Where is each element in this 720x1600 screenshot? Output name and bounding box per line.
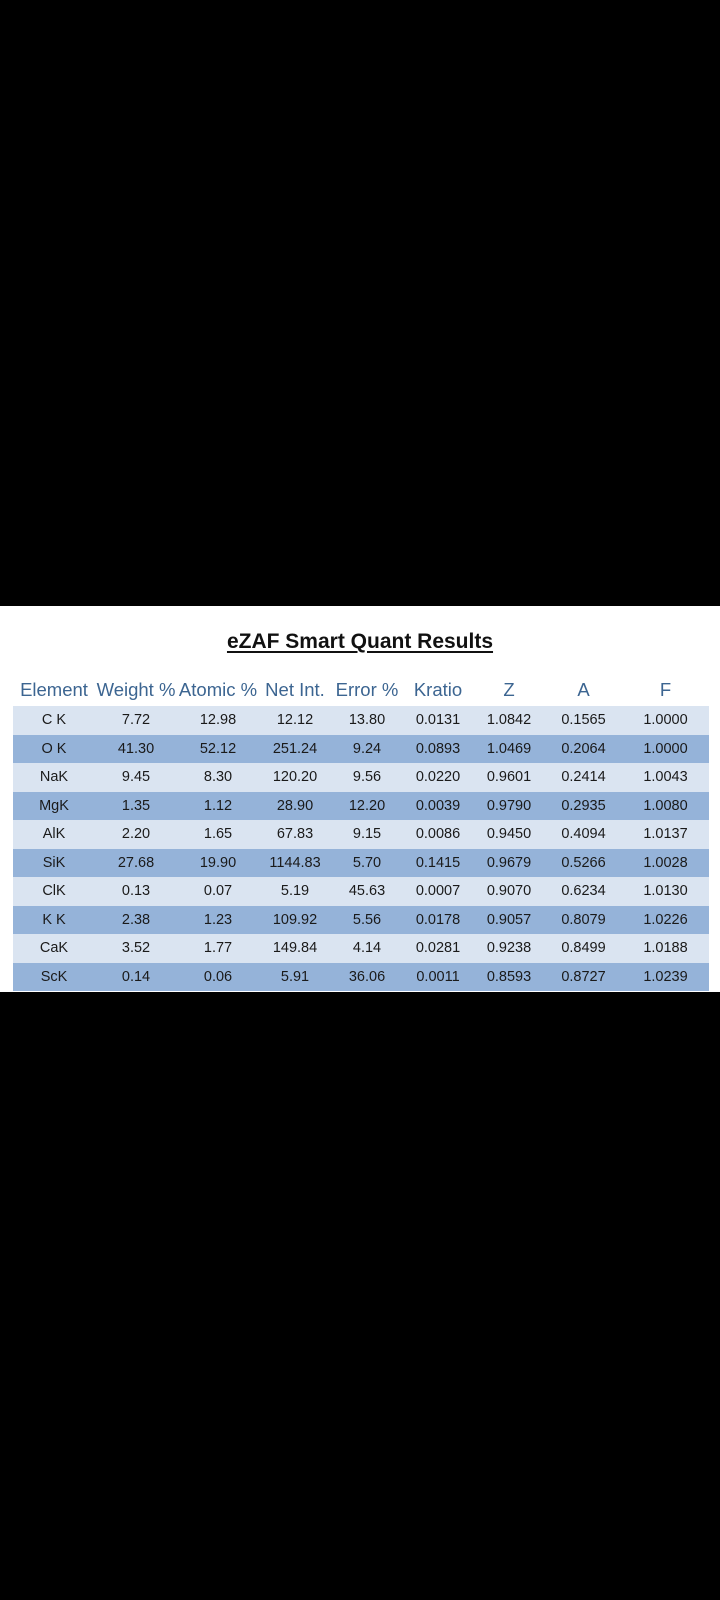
cell-atomic-percent: 19.90: [199, 854, 237, 871]
cell-error-percent: 12.20: [348, 797, 386, 814]
table-row: [13, 877, 709, 906]
cell-error-percent: 45.63: [348, 883, 386, 900]
cell-weight-percent: 9.45: [121, 769, 151, 786]
table-row: [13, 792, 709, 821]
table-row: [13, 849, 709, 878]
cell-net-int: 12.12: [276, 712, 314, 729]
header-net-int: Net Int.: [265, 679, 325, 700]
cell-net-int: 251.24: [272, 740, 318, 757]
cell-a: 0.2064: [561, 740, 606, 757]
cell-error-percent: 5.56: [352, 911, 382, 928]
cell-a: 0.8079: [561, 911, 606, 928]
cell-net-int: 5.19: [280, 883, 310, 900]
cell-weight-percent: 0.13: [121, 883, 151, 900]
cell-weight-percent: 3.52: [121, 940, 151, 957]
cell-a: 0.1565: [561, 712, 606, 729]
cell-kratio: 0.0220: [415, 769, 461, 786]
cell-f: 1.0226: [643, 911, 688, 928]
cell-net-int: 109.92: [272, 911, 318, 928]
header-atomic-percent: Atomic %: [178, 679, 258, 700]
cell-kratio: 0.0131: [415, 712, 461, 729]
cell-kratio: 0.1415: [415, 854, 461, 871]
cell-f: 1.0239: [643, 968, 688, 985]
table-header: [13, 672, 709, 708]
cell-error-percent: 13.80: [348, 712, 386, 729]
cell-atomic-percent: 1.77: [203, 940, 233, 957]
cell-error-percent: 36.06: [348, 968, 386, 985]
cell-element: ClK: [42, 883, 66, 900]
cell-net-int: 1144.83: [269, 854, 321, 871]
cell-a: 0.8727: [561, 968, 606, 985]
cell-kratio: 0.0893: [415, 740, 461, 757]
cell-z: 0.9450: [486, 826, 532, 843]
cell-net-int: 149.84: [272, 940, 318, 957]
header-kratio: Kratio: [413, 679, 463, 700]
cell-atomic-percent: 1.12: [203, 797, 233, 814]
cell-a: 0.4094: [561, 826, 606, 843]
cell-f: 1.0043: [643, 769, 688, 786]
cell-z: 1.0469: [486, 740, 532, 757]
cell-z: 0.9790: [486, 797, 532, 814]
cell-element: MgK: [39, 797, 69, 814]
cell-atomic-percent: 1.23: [203, 911, 233, 928]
header-f: F: [659, 679, 672, 700]
cell-z: 1.0842: [486, 712, 532, 729]
cell-kratio: 0.0011: [416, 968, 460, 985]
cell-element: C K: [41, 712, 67, 729]
header-a: A: [577, 679, 590, 700]
cell-z: 0.8593: [486, 968, 532, 985]
cell-weight-percent: 2.20: [121, 826, 151, 843]
cell-atomic-percent: 0.07: [203, 883, 233, 900]
cell-weight-percent: 0.14: [121, 968, 151, 985]
cell-a: 0.8499: [561, 940, 606, 957]
cell-weight-percent: 2.38: [121, 911, 151, 928]
results-panel: [0, 606, 720, 992]
cell-a: 0.6234: [561, 883, 606, 900]
cell-net-int: 28.90: [276, 797, 314, 814]
cell-f: 1.0080: [643, 797, 688, 814]
cell-f: 1.0000: [643, 712, 688, 729]
cell-net-int: 120.20: [272, 769, 318, 786]
table-row: [13, 763, 709, 792]
header-error-percent: Error %: [335, 679, 399, 700]
cell-f: 1.0000: [643, 740, 688, 757]
cell-element: O K: [41, 740, 67, 757]
cell-kratio: 0.0039: [415, 797, 461, 814]
cell-weight-percent: 7.72: [121, 712, 151, 729]
cell-error-percent: 9.56: [352, 769, 382, 786]
cell-element: SiK: [42, 854, 66, 871]
cell-atomic-percent: 1.65: [203, 826, 233, 843]
table-row: [13, 963, 709, 992]
cell-weight-percent: 41.30: [117, 740, 155, 757]
cell-error-percent: 9.24: [352, 740, 382, 757]
cell-error-percent: 9.15: [352, 826, 382, 843]
cell-z: 0.9057: [486, 911, 532, 928]
cell-kratio: 0.0281: [415, 940, 461, 957]
cell-f: 1.0137: [643, 826, 688, 843]
table-row: [13, 706, 709, 735]
cell-weight-percent: 1.35: [121, 797, 151, 814]
cell-element: NaK: [39, 769, 69, 786]
cell-z: 0.9070: [486, 883, 532, 900]
cell-error-percent: 5.70: [352, 854, 382, 871]
cell-atomic-percent: 12.98: [199, 712, 237, 729]
cell-atomic-percent: 52.12: [199, 740, 237, 757]
cell-f: 1.0188: [643, 940, 688, 957]
table-title: eZAF Smart Quant Results: [226, 630, 494, 653]
cell-z: 0.9238: [486, 940, 532, 957]
cell-z: 0.9601: [486, 769, 532, 786]
table-body: [13, 706, 709, 991]
cell-a: 0.2935: [561, 797, 606, 814]
cell-kratio: 0.0007: [415, 883, 461, 900]
cell-atomic-percent: 0.06: [203, 968, 233, 985]
cell-kratio: 0.0178: [415, 911, 461, 928]
table-row: [13, 906, 709, 935]
cell-kratio: 0.0086: [415, 826, 461, 843]
cell-element: AlK: [42, 826, 66, 843]
cell-error-percent: 4.14: [352, 940, 382, 957]
table-row: [13, 934, 709, 963]
table-row: [13, 820, 709, 849]
cell-weight-percent: 27.68: [117, 854, 155, 871]
cell-a: 0.5266: [561, 854, 606, 871]
cell-element: ScK: [40, 968, 68, 985]
cell-f: 1.0028: [643, 854, 688, 871]
table-row: [13, 735, 709, 764]
cell-net-int: 5.91: [280, 968, 310, 985]
cell-element: CaK: [39, 940, 69, 957]
header-z: Z: [503, 679, 515, 700]
cell-net-int: 67.83: [276, 826, 314, 843]
header-element: Element: [20, 679, 88, 700]
cell-element: K K: [42, 911, 66, 928]
cell-a: 0.2414: [561, 769, 606, 786]
cell-atomic-percent: 8.30: [203, 769, 233, 786]
header-weight-percent: Weight %: [96, 679, 176, 700]
cell-f: 1.0130: [643, 883, 688, 900]
cell-z: 0.9679: [486, 854, 532, 871]
